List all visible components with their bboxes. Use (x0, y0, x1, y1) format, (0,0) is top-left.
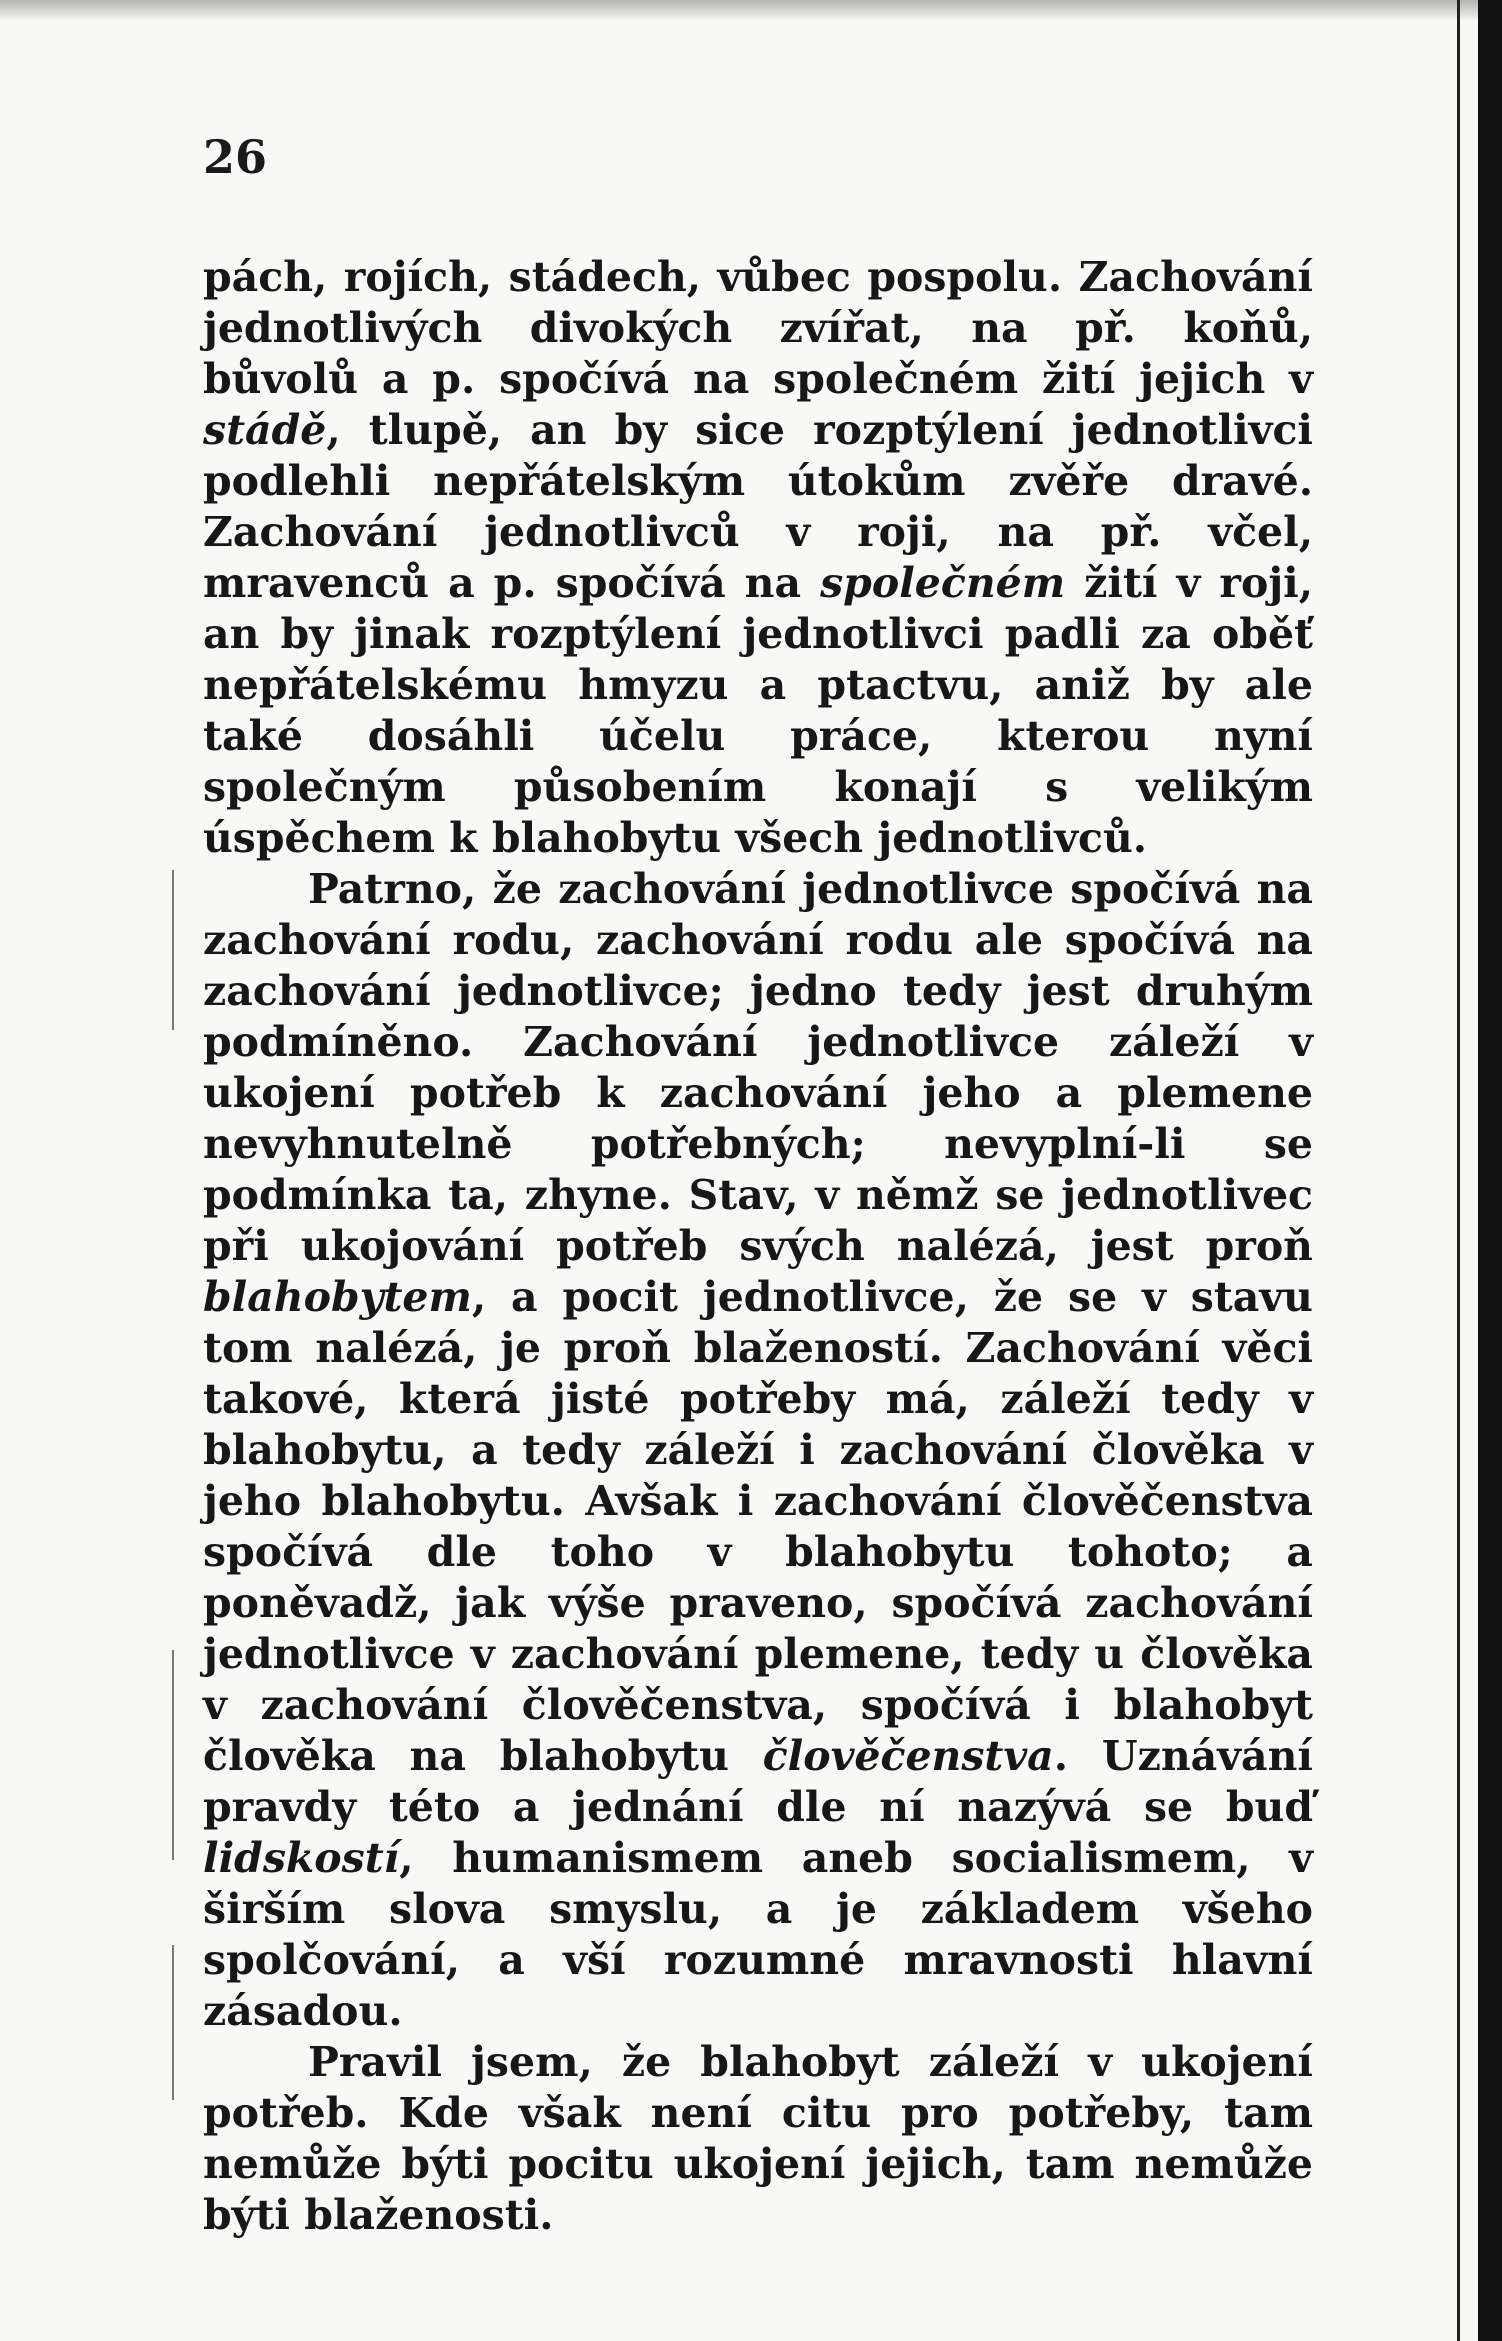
paragraph-2 (203, 864, 1313, 2037)
emphasis-run: lidskostí (203, 1834, 400, 1882)
margin-pencil-mark (172, 870, 174, 1030)
emphasis-run: společném (820, 559, 1066, 607)
text-run: Pravil jsem, že blahobyt záleží v ukojení potřeb. Kde však není citu pro potřeby, tam nemůže býti pocitu ukojení jejich, tam nemůže býti blaženosti. (203, 2038, 1313, 2239)
page-top-shadow (0, 0, 1502, 20)
text-run: , a pocit jednotlivce, že se v stavu tom nalézá, je proň blažeností. Zachování věci takové, která jisté potřeby má, záleží tedy v blahobytu, a tedy záleží i zachování člověka v jeho blahobytu. Avšak i zachování člověčenstva spočívá dle toho v blahobytu tohoto; a poněvadž, jak výše praveno, spočívá zachování jednotlivce v zachování plemene, tedy u člověka v zachování člověčenstva, spočívá i blahobyt člověka na blahobytu (203, 1273, 1313, 1780)
emphasis-run: stádě (203, 406, 327, 454)
text-run: žití v roji, an by jinak rozptýlení jednotlivci padli za oběť nepřátelskému hmyzu a ptactvu, aniž by ale také dosáhli účelu práce, kterou nyní společným působením konají s velikým úspěchem k blahobytu všech jednotlivců. (203, 559, 1313, 862)
text-run: pách, rojích, stádech, vůbec pospolu. Zachování jednotlivých divokých zvířat, na př. koňů, bůvolů a p. spočívá na společném žití jejich v (203, 253, 1313, 403)
page-edge-dark (1478, 0, 1502, 2341)
margin-pencil-mark (172, 1650, 174, 1860)
margin-pencil-mark (172, 1945, 174, 2100)
text-run: Patrno, že zachování jednotlivce spočívá na zachování rodu, zachování rodu ale spočívá na zachování jednotlivce; jedno tedy jest druhým podmíněno. Zachování jednotlivce záleží v ukojení potřeb k zachování jeho a plemene nevyhnutelně potřebných; nevyplní-li se podmínka ta, zhyne. Stav, v němž se jednotlivec při ukojování potřeb svých nalézá, jest proň (203, 865, 1313, 1270)
text-run: , humanismem aneb socialismem, v širším slova smyslu, a je základem všeho spolčování, a vší rozumné mravnosti hlavní zásadou. (203, 1834, 1313, 2035)
paragraph-3 (203, 2037, 1313, 2241)
emphasis-run: blahobytem (203, 1273, 472, 1321)
text-run: , tlupě, an by sice rozptýlení jednotlivci podlehli nepřátelským útokům zvěře dravé. Zachování jednotlivců v roji, na př. včel, mravenců a p. spočívá na (203, 406, 1313, 607)
page-number: 26 (203, 130, 268, 184)
emphasis-run: člověčenstva (762, 1732, 1054, 1780)
text-run: . Uznávání pravdy této a jednání dle ní nazývá se buď (203, 1732, 1314, 1831)
page-edge-line (1457, 0, 1460, 2341)
paragraph-1 (203, 252, 1313, 864)
body-text (203, 252, 1313, 2241)
